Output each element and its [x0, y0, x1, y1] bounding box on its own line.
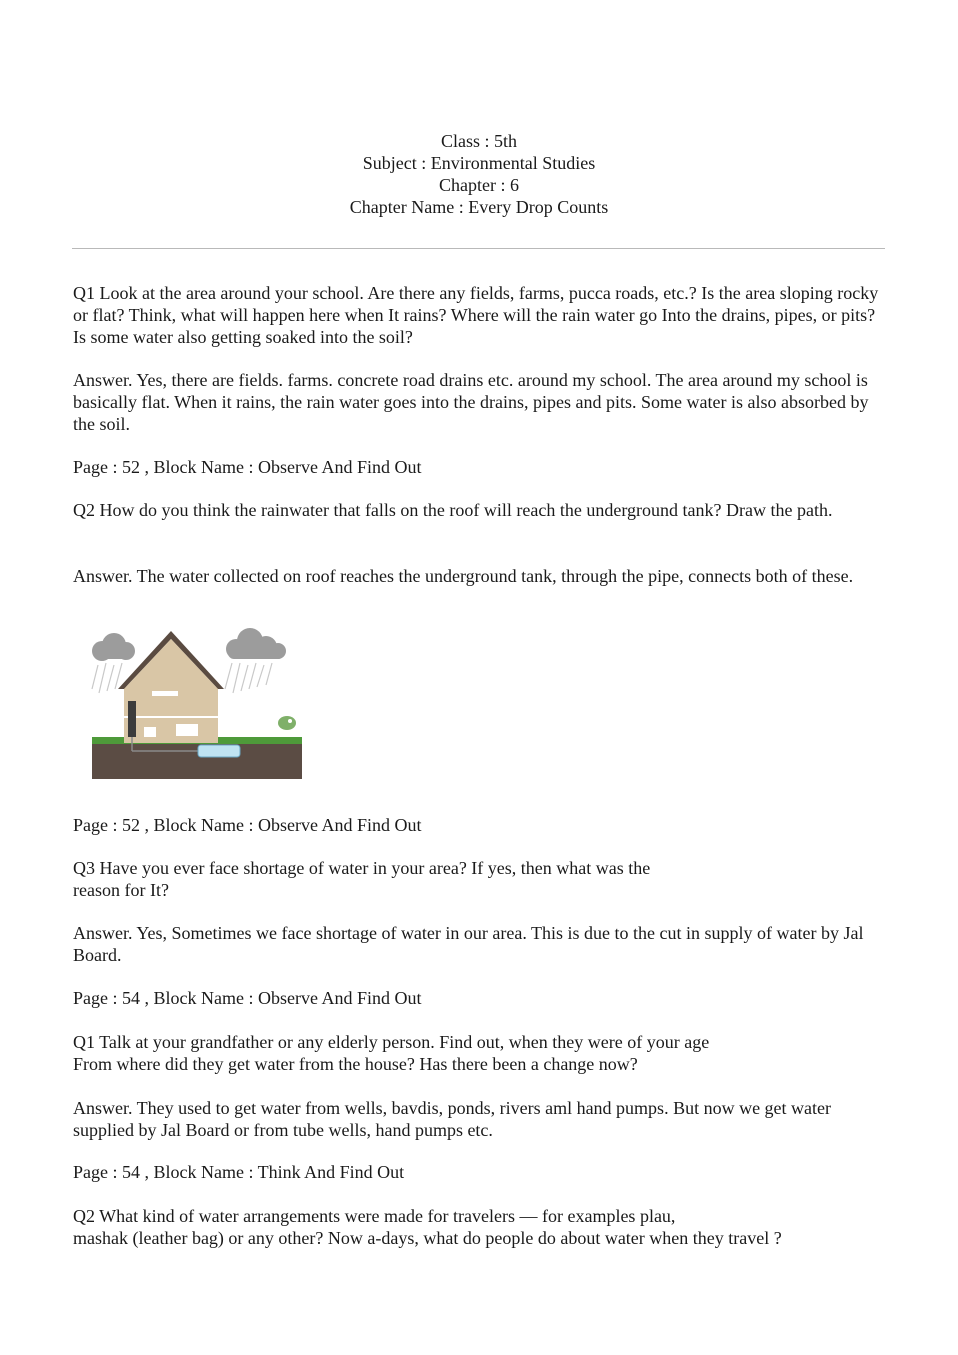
question-4 [73, 1031, 885, 1075]
question-5-line-1: Q2 What kind of water arrangements were made for travelers — for examples plau, [73, 1206, 676, 1226]
subject-line: Subject : Environmental Studies [362, 153, 596, 173]
question-5 [73, 1205, 885, 1249]
chapter-name-line: Chapter Name : Every Drop Counts [349, 197, 609, 217]
question-1: Q1 Look at the area around your school. Are there any fields, farms, pucca roads, etc.? Is the area sloping rocky or flat? Think, what will happen here when It rains? Where will the rain water go Into the drains, pipes, or pits? Is some water also getting soaked into the soil? [73, 283, 879, 347]
question-4-line-1: Q1 Talk at your grandfather or any elderly person. Find out, when they were of your age [73, 1032, 710, 1052]
header-divider [72, 248, 885, 249]
document-header [0, 130, 958, 218]
page-reference-3: Page : 54 , Block Name : Observe And Find Out [73, 988, 422, 1008]
question-3-line-1: Q3 Have you ever face shortage of water in your area? If yes, then what was the [73, 858, 651, 878]
answer-1: Answer. Yes, there are fields. farms. concrete road drains etc. around my school. The area around my school is basically flat. When it rains, the rain water goes into the drains, pipes and pits. Some water is also absorbed by the soil. [73, 370, 869, 434]
question-4-line-2: From where did they get water from the house? Has there been a change now? [73, 1054, 638, 1074]
answer-3: Answer. Yes, Sometimes we face shortage of water in our area. This is due to the cut in supply of water by Jal Board. [73, 923, 864, 965]
question-3 [73, 857, 885, 901]
answer-2: Answer. The water collected on roof reaches the underground tank, through the pipe, connects both of these. [73, 566, 854, 586]
question-3-line-2: reason for It? [73, 880, 169, 900]
answer-4: Answer. They used to get water from wells, bavdis, ponds, rivers aml hand pumps. But now we get water supplied by Jal Board or from tube wells, hand pumps etc. [73, 1098, 832, 1140]
question-2: Q2 How do you think the rainwater that falls on the roof will reach the underground tank? Draw the path. [73, 500, 833, 520]
class-line: Class : 5th [440, 131, 517, 151]
page-reference-2: Page : 52 , Block Name : Observe And Find Out [73, 815, 422, 835]
page-reference-4: Page : 54 , Block Name : Think And Find Out [73, 1162, 405, 1182]
page-reference-1: Page : 52 , Block Name : Observe And Find Out [73, 457, 422, 477]
question-5-line-2: mashak (leather bag) or any other? Now a-days, what do people do about water when they travel ? [73, 1228, 782, 1248]
rainwater-harvesting-house-illustration [86, 627, 304, 779]
chapter-line: Chapter : 6 [439, 175, 519, 195]
